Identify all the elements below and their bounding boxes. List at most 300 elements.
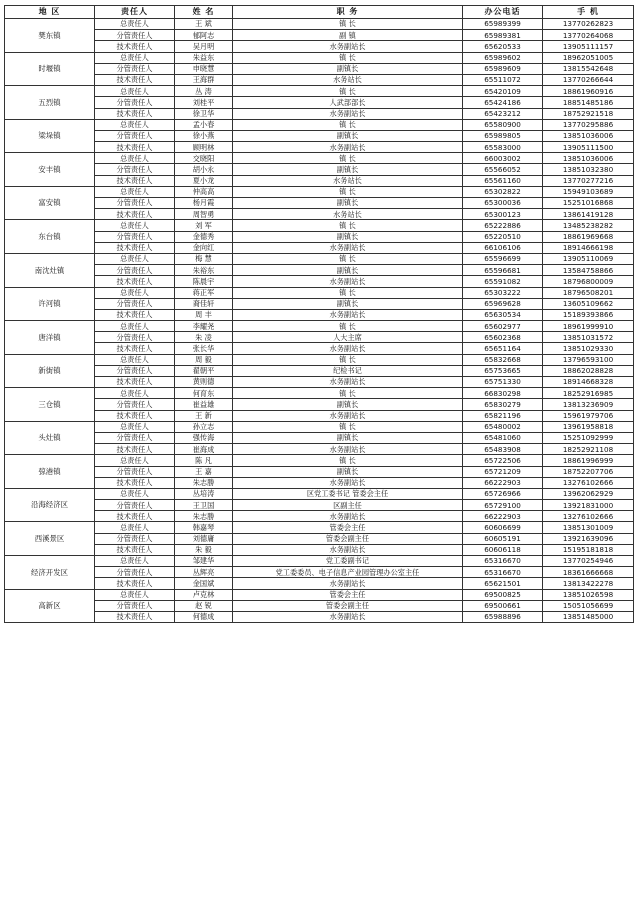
responsible-cell: 技术责任人: [95, 578, 175, 589]
office-phone-cell: 66003002: [463, 153, 543, 164]
table-row: [5, 30, 634, 41]
mobile-cell: 13813236909: [543, 399, 634, 410]
mobile-cell: 18861969668: [543, 231, 634, 242]
position-cell: 副镇长: [233, 265, 463, 276]
responsibility-table: [4, 5, 634, 623]
name-cell: 周 丰: [175, 309, 233, 320]
table-row: [5, 253, 634, 264]
responsible-cell: 分管责任人: [95, 198, 175, 209]
name-cell: 交晓阳: [175, 153, 233, 164]
mobile-cell: 13770295886: [543, 119, 634, 130]
mobile-cell: 13770254946: [543, 556, 634, 567]
responsible-cell: 分管责任人: [95, 332, 175, 343]
position-cell: 镇 长: [233, 153, 463, 164]
position-cell: 水务副站长: [233, 343, 463, 354]
office-phone-cell: 65580900: [463, 119, 543, 130]
table-row: [5, 332, 634, 343]
table-row: [5, 265, 634, 276]
position-cell: 副镇长: [233, 164, 463, 175]
responsible-cell: 总责任人: [95, 19, 175, 30]
office-phone-cell: 65729100: [463, 500, 543, 511]
office-phone-cell: 65566052: [463, 164, 543, 175]
mobile-cell: 18914668328: [543, 377, 634, 388]
office-phone-cell: 65751330: [463, 377, 543, 388]
office-phone-cell: 65989602: [463, 52, 543, 63]
office-phone-cell: 65316670: [463, 556, 543, 567]
office-phone-cell: 65989805: [463, 130, 543, 141]
name-cell: 朱 凌: [175, 332, 233, 343]
name-cell: 邹建华: [175, 556, 233, 567]
position-cell: 镇 长: [233, 19, 463, 30]
mobile-cell: 13813422278: [543, 578, 634, 589]
name-cell: 韩嘉琴: [175, 522, 233, 533]
mobile-cell: 18861960916: [543, 86, 634, 97]
office-phone-cell: 65722506: [463, 455, 543, 466]
position-cell: 水务副站长: [233, 41, 463, 52]
table-header: [5, 6, 634, 19]
responsible-cell: 总责任人: [95, 388, 175, 399]
responsible-cell: 技术责任人: [95, 477, 175, 488]
position-cell: 副镇长: [233, 130, 463, 141]
name-cell: 王 嘉: [175, 466, 233, 477]
position-cell: 管委会副主任: [233, 533, 463, 544]
name-cell: 何德成: [175, 611, 233, 622]
responsible-cell: 分管责任人: [95, 164, 175, 175]
table-row: [5, 209, 634, 220]
office-phone-cell: 65583000: [463, 142, 543, 153]
name-cell: 金国斌: [175, 578, 233, 589]
name-cell: 朱志勝: [175, 477, 233, 488]
region-cell: 五烈镇: [5, 86, 95, 120]
name-cell: 杨月霞: [175, 198, 233, 209]
responsible-cell: 总责任人: [95, 556, 175, 567]
office-phone-cell: 65220510: [463, 231, 543, 242]
position-cell: 区党工委书记 管委会主任: [233, 488, 463, 499]
table-row: [5, 455, 634, 466]
name-cell: 金德秀: [175, 231, 233, 242]
office-phone-cell: 65420109: [463, 86, 543, 97]
office-phone-cell: 60606118: [463, 544, 543, 555]
table-row: [5, 287, 634, 298]
position-cell: 水务副站长: [233, 276, 463, 287]
table-row: [5, 52, 634, 63]
name-cell: 朱 毅: [175, 544, 233, 555]
position-cell: 水务站长: [233, 209, 463, 220]
mobile-cell: 13962062929: [543, 488, 634, 499]
office-phone-cell: 65483908: [463, 444, 543, 455]
name-cell: 翟朝平: [175, 365, 233, 376]
region-cell: 时堰镇: [5, 52, 95, 86]
mobile-cell: 15251092999: [543, 432, 634, 443]
position-cell: 副镇长: [233, 231, 463, 242]
office-phone-cell: 65481060: [463, 432, 543, 443]
region-cell: 梁垛镇: [5, 119, 95, 153]
position-cell: 副镇长: [233, 432, 463, 443]
office-phone-cell: 66830298: [463, 388, 543, 399]
responsible-cell: 分管责任人: [95, 231, 175, 242]
table-row: [5, 500, 634, 511]
name-cell: 李耀尧: [175, 321, 233, 332]
table-row: [5, 41, 634, 52]
table-row: [5, 19, 634, 30]
name-cell: 朱裕东: [175, 265, 233, 276]
responsible-cell: 技术责任人: [95, 242, 175, 253]
office-phone-cell: 65424186: [463, 97, 543, 108]
office-phone-cell: 66106106: [463, 242, 543, 253]
responsible-cell: 分管责任人: [95, 365, 175, 376]
responsible-cell: 总责任人: [95, 589, 175, 600]
position-cell: 水务副站长: [233, 611, 463, 622]
office-phone-cell: 65989399: [463, 19, 543, 30]
name-cell: 孟小春: [175, 119, 233, 130]
name-cell: 强传海: [175, 432, 233, 443]
region-cell: 沿海经济区: [5, 488, 95, 522]
mobile-cell: 13605109662: [543, 298, 634, 309]
mobile-cell: 18861996999: [543, 455, 634, 466]
header-row: [5, 6, 634, 19]
table-row: [5, 477, 634, 488]
table-row: [5, 97, 634, 108]
table-row: [5, 74, 634, 85]
mobile-cell: 13815542648: [543, 63, 634, 74]
responsible-cell: 技术责任人: [95, 410, 175, 421]
mobile-cell: 13905110069: [543, 253, 634, 264]
responsible-cell: 分管责任人: [95, 265, 175, 276]
mobile-cell: 18914666198: [543, 242, 634, 253]
table-row: [5, 175, 634, 186]
name-cell: 孙立志: [175, 421, 233, 432]
name-cell: 黄则德: [175, 377, 233, 388]
table-row: [5, 119, 634, 130]
position-cell: 副镇长: [233, 466, 463, 477]
mobile-cell: 13851031572: [543, 332, 634, 343]
table-body: [5, 19, 634, 623]
responsible-cell: 技术责任人: [95, 41, 175, 52]
office-phone-cell: 69500661: [463, 600, 543, 611]
position-cell: 水务副站长: [233, 410, 463, 421]
mobile-cell: 15961979706: [543, 410, 634, 421]
office-phone-cell: 65753665: [463, 365, 543, 376]
responsible-cell: 技术责任人: [95, 511, 175, 522]
position-cell: 党工委委员、电子信息产业园管理办公室主任: [233, 567, 463, 578]
position-cell: 人武部部长: [233, 97, 463, 108]
responsible-cell: 技术责任人: [95, 309, 175, 320]
table-row: [5, 164, 634, 175]
mobile-cell: 18796508201: [543, 287, 634, 298]
region-cell: 唐洋镇: [5, 321, 95, 355]
mobile-cell: 13905111157: [543, 41, 634, 52]
office-phone-cell: 66222903: [463, 511, 543, 522]
table-row: [5, 108, 634, 119]
mobile-cell: 13851026598: [543, 589, 634, 600]
office-phone-cell: 65222886: [463, 220, 543, 231]
table-row: [5, 354, 634, 365]
position-cell: 水务副站长: [233, 309, 463, 320]
mobile-cell: 13921831000: [543, 500, 634, 511]
position-cell: 镇 长: [233, 321, 463, 332]
table-row: [5, 444, 634, 455]
region-cell: 三仓镇: [5, 388, 95, 422]
region-cell: 许河镇: [5, 287, 95, 321]
name-cell: 崔海成: [175, 444, 233, 455]
name-cell: 卢克林: [175, 589, 233, 600]
mobile-cell: 13276102666: [543, 477, 634, 488]
responsible-cell: 技术责任人: [95, 209, 175, 220]
table-row: [5, 63, 634, 74]
responsible-cell: 技术责任人: [95, 74, 175, 85]
name-cell: 陈晨宇: [175, 276, 233, 287]
responsible-cell: 总责任人: [95, 186, 175, 197]
office-phone-cell: 65423212: [463, 108, 543, 119]
name-cell: 夏小龙: [175, 175, 233, 186]
office-phone-cell: 65630534: [463, 309, 543, 320]
office-phone-cell: 65620533: [463, 41, 543, 52]
position-cell: 管委会主任: [233, 589, 463, 600]
region-cell: 南沈灶镇: [5, 253, 95, 287]
office-phone-cell: 65621501: [463, 578, 543, 589]
header-responsible: 责任人: [95, 6, 175, 19]
responsible-cell: 总责任人: [95, 287, 175, 298]
name-cell: 梅 慧: [175, 253, 233, 264]
responsible-cell: 总责任人: [95, 488, 175, 499]
table-row: [5, 544, 634, 555]
position-cell: 水务副站长: [233, 578, 463, 589]
position-cell: 副镇长: [233, 198, 463, 209]
table-row: [5, 533, 634, 544]
position-cell: 镇 长: [233, 388, 463, 399]
office-phone-cell: 65300036: [463, 198, 543, 209]
office-phone-cell: 65596681: [463, 265, 543, 276]
name-cell: 朱益东: [175, 52, 233, 63]
name-cell: 徐卫华: [175, 108, 233, 119]
mobile-cell: 15189393866: [543, 309, 634, 320]
position-cell: 水务副站长: [233, 511, 463, 522]
table-row: [5, 309, 634, 320]
name-cell: 周智勇: [175, 209, 233, 220]
position-cell: 副 镇: [233, 30, 463, 41]
position-cell: 水务副站长: [233, 477, 463, 488]
responsible-cell: 分管责任人: [95, 63, 175, 74]
office-phone-cell: 65832668: [463, 354, 543, 365]
position-cell: 副镇长: [233, 399, 463, 410]
office-phone-cell: 65651164: [463, 343, 543, 354]
name-cell: 金向红: [175, 242, 233, 253]
office-phone-cell: 65480002: [463, 421, 543, 432]
position-cell: 水务副站长: [233, 108, 463, 119]
mobile-cell: 13770262823: [543, 19, 634, 30]
mobile-cell: 13861419128: [543, 209, 634, 220]
table-row: [5, 377, 634, 388]
mobile-cell: 13584758866: [543, 265, 634, 276]
mobile-cell: 18252916985: [543, 388, 634, 399]
table-row: [5, 242, 634, 253]
table-row: [5, 432, 634, 443]
mobile-cell: 13851036006: [543, 130, 634, 141]
office-phone-cell: 65561160: [463, 175, 543, 186]
office-phone-cell: 60605191: [463, 533, 543, 544]
table-row: [5, 321, 634, 332]
responsible-cell: 分管责任人: [95, 30, 175, 41]
header-office-phone: 办公电话: [463, 6, 543, 19]
name-cell: 王卫国: [175, 500, 233, 511]
name-cell: 胡小永: [175, 164, 233, 175]
position-cell: 水务副站长: [233, 142, 463, 153]
name-cell: 赵 锐: [175, 600, 233, 611]
name-cell: 周 毅: [175, 354, 233, 365]
table-row: [5, 365, 634, 376]
region-cell: 高新区: [5, 589, 95, 623]
mobile-cell: 15949103689: [543, 186, 634, 197]
position-cell: 镇 长: [233, 186, 463, 197]
mobile-cell: 13770277216: [543, 175, 634, 186]
table-row: [5, 220, 634, 231]
header-mobile: 手 机: [543, 6, 634, 19]
mobile-cell: 15251016868: [543, 198, 634, 209]
office-phone-cell: 65302822: [463, 186, 543, 197]
office-phone-cell: 65591082: [463, 276, 543, 287]
position-cell: 纪检书记: [233, 365, 463, 376]
responsible-cell: 分管责任人: [95, 500, 175, 511]
region-cell: 富安镇: [5, 186, 95, 220]
mobile-cell: 13851029330: [543, 343, 634, 354]
position-cell: 镇 长: [233, 421, 463, 432]
name-cell: 刘桂平: [175, 97, 233, 108]
office-phone-cell: 65988896: [463, 611, 543, 622]
table-row: [5, 410, 634, 421]
name-cell: 何育东: [175, 388, 233, 399]
mobile-cell: 13851032380: [543, 164, 634, 175]
position-cell: 区副主任: [233, 500, 463, 511]
responsible-cell: 技术责任人: [95, 142, 175, 153]
responsible-cell: 总责任人: [95, 455, 175, 466]
table-row: [5, 578, 634, 589]
responsible-cell: 技术责任人: [95, 444, 175, 455]
office-phone-cell: 65721209: [463, 466, 543, 477]
position-cell: 管委会主任: [233, 522, 463, 533]
mobile-cell: 18361666668: [543, 567, 634, 578]
responsible-cell: 分管责任人: [95, 432, 175, 443]
position-cell: 水务站长: [233, 74, 463, 85]
region-cell: 西溪景区: [5, 522, 95, 556]
position-cell: 副镇长: [233, 298, 463, 309]
responsible-cell: 总责任人: [95, 119, 175, 130]
mobile-cell: 18796800009: [543, 276, 634, 287]
region-cell: 东台镇: [5, 220, 95, 254]
position-cell: 人大主席: [233, 332, 463, 343]
table-row: [5, 86, 634, 97]
office-phone-cell: 65969628: [463, 298, 543, 309]
responsible-cell: 分管责任人: [95, 97, 175, 108]
responsible-cell: 分管责任人: [95, 533, 175, 544]
table-row: [5, 556, 634, 567]
office-phone-cell: 69500825: [463, 589, 543, 600]
mobile-cell: 18752207706: [543, 466, 634, 477]
header-position: 职 务: [233, 6, 463, 19]
position-cell: 管委会副主任: [233, 600, 463, 611]
table-row: [5, 130, 634, 141]
table-row: [5, 589, 634, 600]
responsible-cell: 技术责任人: [95, 544, 175, 555]
position-cell: 镇 长: [233, 253, 463, 264]
name-cell: 申晓慧: [175, 63, 233, 74]
responsible-cell: 分管责任人: [95, 600, 175, 611]
region-cell: 安丰镇: [5, 153, 95, 187]
table-row: [5, 600, 634, 611]
responsible-cell: 分管责任人: [95, 298, 175, 309]
region-cell: 新街镇: [5, 354, 95, 388]
office-phone-cell: 66222903: [463, 477, 543, 488]
mobile-cell: 13485238282: [543, 220, 634, 231]
name-cell: 王海群: [175, 74, 233, 85]
responsible-cell: 技术责任人: [95, 377, 175, 388]
table-row: [5, 567, 634, 578]
table-row: [5, 466, 634, 477]
mobile-cell: 18252921108: [543, 444, 634, 455]
responsible-cell: 分管责任人: [95, 466, 175, 477]
table-row: [5, 488, 634, 499]
mobile-cell: 18752921518: [543, 108, 634, 119]
responsible-cell: 总责任人: [95, 522, 175, 533]
position-cell: 水务副站长: [233, 377, 463, 388]
table-row: [5, 399, 634, 410]
responsible-cell: 总责任人: [95, 220, 175, 231]
name-cell: 吴月明: [175, 41, 233, 52]
region-cell: 弶港镇: [5, 455, 95, 489]
responsible-cell: 分管责任人: [95, 567, 175, 578]
name-cell: 丛 涛: [175, 86, 233, 97]
responsible-cell: 技术责任人: [95, 276, 175, 287]
responsible-cell: 总责任人: [95, 52, 175, 63]
mobile-cell: 18961999910: [543, 321, 634, 332]
position-cell: 水务副站长: [233, 242, 463, 253]
mobile-cell: 15195181818: [543, 544, 634, 555]
position-cell: 水务站长: [233, 175, 463, 186]
table-row: [5, 153, 634, 164]
position-cell: 党工委副书记: [233, 556, 463, 567]
mobile-cell: 13851036006: [543, 153, 634, 164]
position-cell: 镇 长: [233, 354, 463, 365]
responsible-cell: 分管责任人: [95, 399, 175, 410]
name-cell: 崔益雄: [175, 399, 233, 410]
mobile-cell: 18962051005: [543, 52, 634, 63]
name-cell: 刘德庸: [175, 533, 233, 544]
table-row: [5, 511, 634, 522]
region-cell: 樊东镇: [5, 19, 95, 53]
mobile-cell: 13905111500: [543, 142, 634, 153]
table-row: [5, 186, 634, 197]
mobile-cell: 18851485186: [543, 97, 634, 108]
name-cell: 王 斌: [175, 19, 233, 30]
office-phone-cell: 65303222: [463, 287, 543, 298]
name-cell: 王 新: [175, 410, 233, 421]
position-cell: 镇 长: [233, 86, 463, 97]
table-row: [5, 231, 634, 242]
table-row: [5, 522, 634, 533]
name-cell: 张长华: [175, 343, 233, 354]
region-cell: 经济开发区: [5, 556, 95, 590]
header-region: 地 区: [5, 6, 95, 19]
table-row: [5, 142, 634, 153]
name-cell: 陈 凡: [175, 455, 233, 466]
header-name: 姓 名: [175, 6, 233, 19]
responsible-cell: 技术责任人: [95, 175, 175, 186]
office-phone-cell: 65989609: [463, 63, 543, 74]
responsible-cell: 技术责任人: [95, 611, 175, 622]
table-row: [5, 611, 634, 622]
office-phone-cell: 65602977: [463, 321, 543, 332]
name-cell: 郁阿志: [175, 30, 233, 41]
position-cell: 副镇长: [233, 63, 463, 74]
